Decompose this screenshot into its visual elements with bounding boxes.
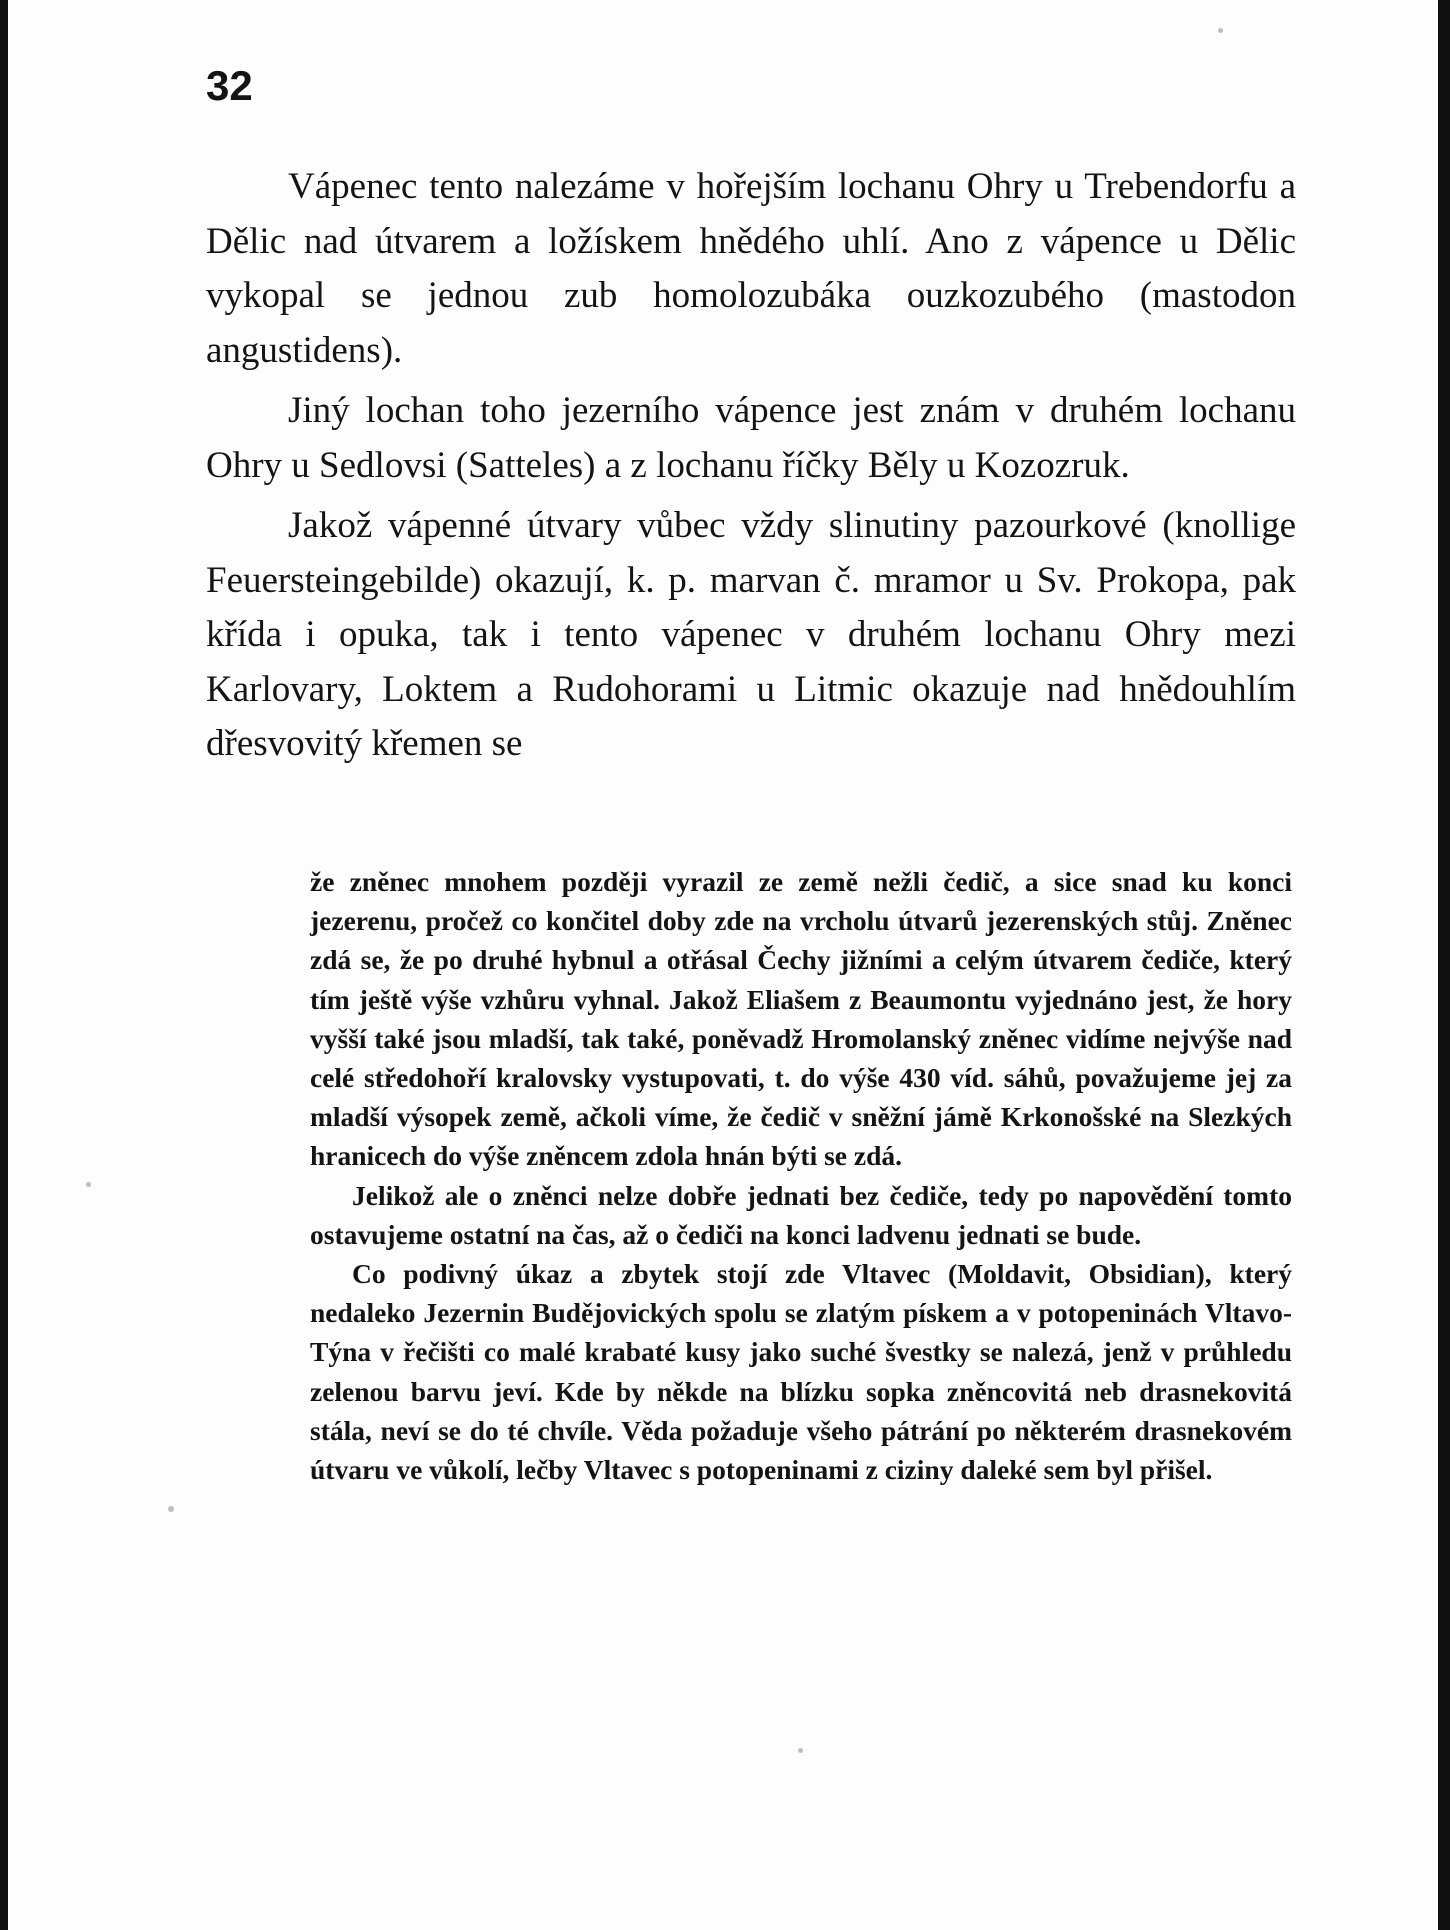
- scan-border-left: [0, 0, 8, 1930]
- scan-speck: [798, 1748, 803, 1753]
- footnote-text: [310, 862, 1292, 1489]
- main-paragraph-2: Jiný lochan toho jezerního vápence jest znám v druhém lochanu Ohry u Sedlovsi (Satteles) a z lochanu říčky Běly u Kozozruk.: [206, 390, 1296, 486]
- footnote-paragraph-2: Jelikož ale o zněnci nelze dobře jednati bez čediče, tedy po napovědění tomto ostavujeme ostatní na čas, až o čediči na konci ladvenu jednati se bude.: [310, 1179, 1292, 1250]
- footnote-paragraph-3: Co podivný úkaz a zbytek stojí zde Vltavec (Moldavit, Obsidian), který nedaleko Jezernin Budějovických spolu se zlatým pískem a v potopeninách Vltavo-Týna v řečišti co malé krabaté kusy jako suché švestky se nalezá, jenž v průhledu zelenou barvu jeví. Kde by někde na blízku sopka zněncovitá neb drasnekovitá stála, neví se do té chvíle. Věda požaduje všeho pátrání po některém drasnekovém útvaru ve vůkolí, lečby Vltavec s potopeninami z ciziny daleké sem byl přišel.: [310, 1258, 1292, 1486]
- main-paragraph-1: Vápenec tento nalezáme v hořejším lochanu Ohry u Trebendorfu a Dělic nad útvarem a ložískem hnědého uhlí. Ano z vápence u Dělic vykopal se jednou zub homolozubáka ouzkozubého (mastodon angustidens).: [206, 166, 1296, 371]
- scan-speck: [86, 1182, 91, 1187]
- scan-border-right: [1438, 0, 1450, 1930]
- scan-speck: [1218, 28, 1223, 33]
- main-text: [206, 160, 1296, 778]
- scan-speck: [168, 1506, 174, 1512]
- footnote-paragraph-1: že zněnec mnohem později vyrazil ze země nežli čedič, a sice snad ku konci jezerenu, pročež co končitel doby zde na vrcholu útvarů jezerenských stůj. Zněnec zdá se, že po druhé hybnul a otřásal Čechy jižními a celým útvarem čediče, který tím ještě výše vzhůru vyhnal. Jakož Eliašem z Beaumontu vyjednáno jest, že hory vyšší také jsou mladší, tak také, poněvadž Hromolanský zněnec vidíme nejvýše nad celé středohoří kralovsky vystupovati, t. do výše 430 víd. sáhů, považujeme jej za mladší výsopek země, ačkoli víme, že čedič v sněžní jámě Krkonošské na Slezkých hranicech do výše zněncem zdola hnán býti se zdá.: [310, 866, 1292, 1172]
- book-page: [8, 0, 1438, 1930]
- page-number: 32: [206, 62, 253, 109]
- main-paragraph-3: Jakož vápenné útvary vůbec vždy slinutiny pazourkové (knollige Feuersteingebilde) okazují, k. p. marvan č. mramor u Sv. Prokopa, pak křída i opuka, tak i tento vápenec v druhém lochanu Ohry mezi Karlovary, Loktem a Rudohorami u Litmic okazuje nad hnědouhlím dřesvovitý křemen se: [206, 505, 1296, 764]
